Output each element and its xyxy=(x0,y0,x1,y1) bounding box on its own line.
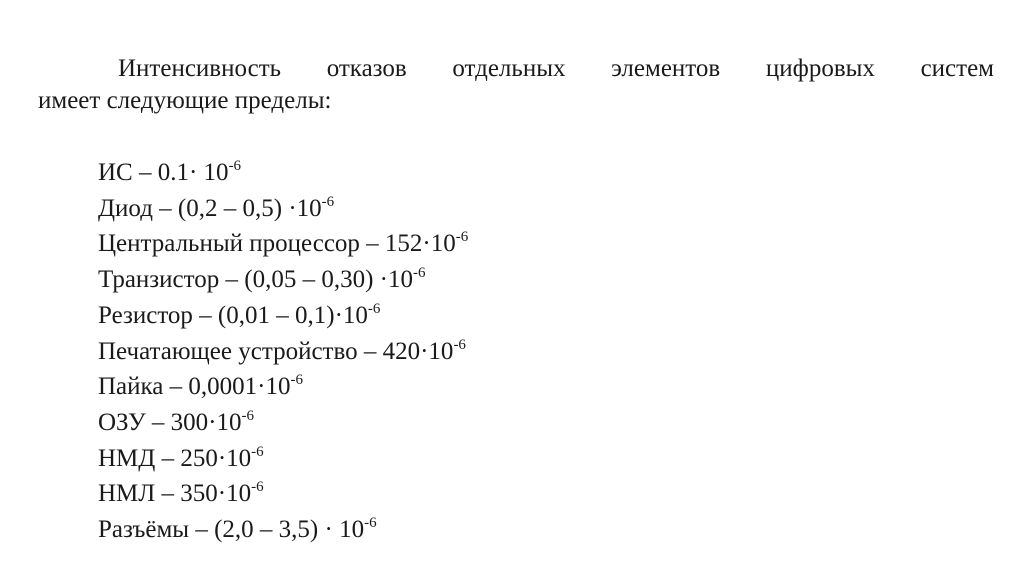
item-text: НМЛ – 350·10 xyxy=(98,480,252,508)
intro-line-1: Интенсивность отказов отдельных элементов цифровых систем xyxy=(118,55,994,82)
list-item-ram xyxy=(98,405,468,441)
intro-paragraph xyxy=(38,53,994,117)
list-item-connectors xyxy=(98,512,468,548)
item-text: Резистор – (0,01 – 0,1)·10 xyxy=(98,301,368,329)
item-text: ОЗУ – 300·10 xyxy=(98,408,242,436)
list-item-resistor xyxy=(98,298,468,334)
list-item-tape xyxy=(98,476,468,512)
item-exponent: -6 xyxy=(367,300,381,317)
item-exponent: -6 xyxy=(228,158,242,174)
intro-line-2: имеет следующие пределы: xyxy=(38,87,332,114)
item-exponent: -6 xyxy=(290,372,303,389)
item-exponent: -6 xyxy=(453,336,466,353)
list-item-cpu xyxy=(98,226,468,262)
item-text: Печатающее устройство – 420·10 xyxy=(98,337,454,365)
item-text: Центральный процессор – 152·10 xyxy=(98,230,456,258)
item-exponent: -6 xyxy=(455,229,469,246)
item-text: Разъёмы – (2,0 – 3,5) · 10 xyxy=(98,516,365,544)
item-text: Транзистор – (0,05 – 0,30) ·10 xyxy=(98,266,413,294)
item-exponent: -6 xyxy=(364,515,377,532)
item-text: Пайка – 0,0001·10 xyxy=(98,373,291,401)
item-exponent: -6 xyxy=(321,193,335,210)
list-item-ic xyxy=(98,155,468,191)
item-exponent: -6 xyxy=(412,265,426,282)
item-exponent: -6 xyxy=(251,479,264,496)
list-item-hdd xyxy=(98,441,468,477)
item-text: НМД – 250·10 xyxy=(98,444,252,472)
failure-rate-list xyxy=(98,155,468,548)
item-text: Диод – (0,2 – 0,5) ·10 xyxy=(98,194,322,222)
list-item-diode xyxy=(98,191,468,227)
list-item-printer xyxy=(98,334,468,370)
list-item-transistor xyxy=(98,262,468,298)
item-exponent: -6 xyxy=(251,443,264,460)
item-text: ИС – 0.1· 10 xyxy=(98,159,229,186)
item-exponent: -6 xyxy=(241,407,254,424)
list-item-solder xyxy=(98,369,468,405)
